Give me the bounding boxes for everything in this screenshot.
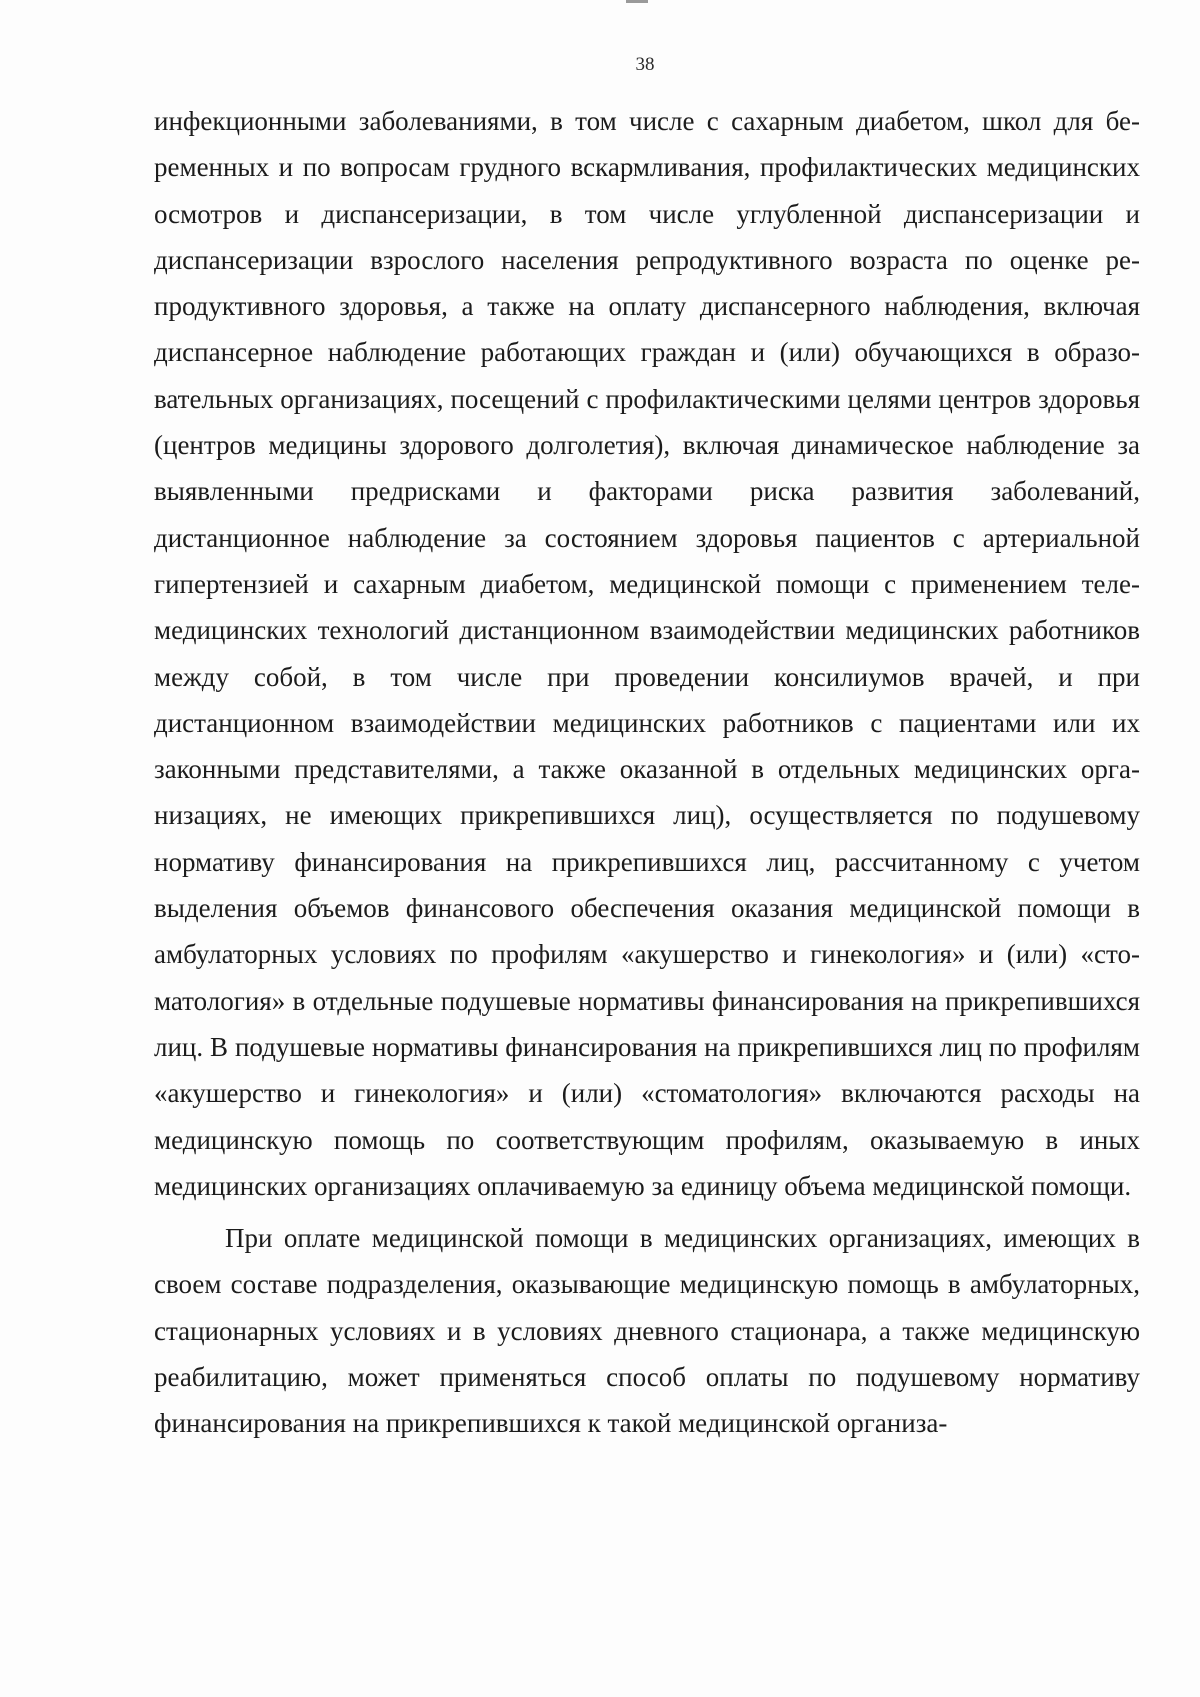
page-number: 38 (635, 54, 655, 75)
document-body (154, 98, 1140, 1447)
paragraph-continuation: инфекционными заболеваниями, в том числе с сахарным диабетом, школ для беременных и по вопросам грудного вскармливания, профилактических медицинских осмотров и диспансеризации, в том числе углубленной диспансеризации и диспансеризации взрослого населения репродуктивного возраста по оценке репродуктивного здоровья, а также на оплату диспансерного наблюдения, включая диспансерное наблюдение работающих граждан и (или) обучающихся в образовательных организациях, посещений с профилактическими целями центров здоровья (центров медицины здорового долголетия), включая динамическое наблюдение за выявленными предрисками и факторами риска развития заболеваний, дистанционное наблюдение за состоянием здоровья пациентов с артериальной гипертензией и сахарным диабетом, медицинской помощи с применением телемедицинских технологий дистанционном взаимодействии медицинских работников между собой, в том числе при проведении консилиумов врачей, и при дистанционном взаимодействии медицинских работников с пациентами или их законными представителями, а также оказанной в отдельных медицинских организациях, не имеющих прикрепившихся лиц), осуществляется по подушевому нормативу финансирования на прикрепившихся лиц, рассчитанному с учетом выделения объемов финансового обеспечения оказания медицинской помощи в амбулаторных условиях по профилям «акушерство и гинекология» и (или) «стоматология» в отдельные подушевые нормативы финансирования на прикрепившихся лиц. В подушевые нормативы финансирования на прикрепившихся лиц по профилям «акушерство и гинекология» и (или) «стоматология» включаются расходы на медицинскую помощь по соответствующим профилям, оказываемую в иных медицинских организациях оплачиваемую за единицу объема медицинской помощи. (154, 106, 1140, 1201)
scan-artifact (626, 0, 648, 3)
paragraph: При оплате медицинской помощи в медицинских организациях, имеющих в своем составе подразделения, оказывающие медицинскую помощь в амбулаторных, стационарных условиях и в условиях дневного стационара, а также медицинскую реабилитацию, может применяться способ оплаты по подушевому нормативу финансирования на прикрепившихся к такой медицинской организа- (154, 1223, 1140, 1439)
